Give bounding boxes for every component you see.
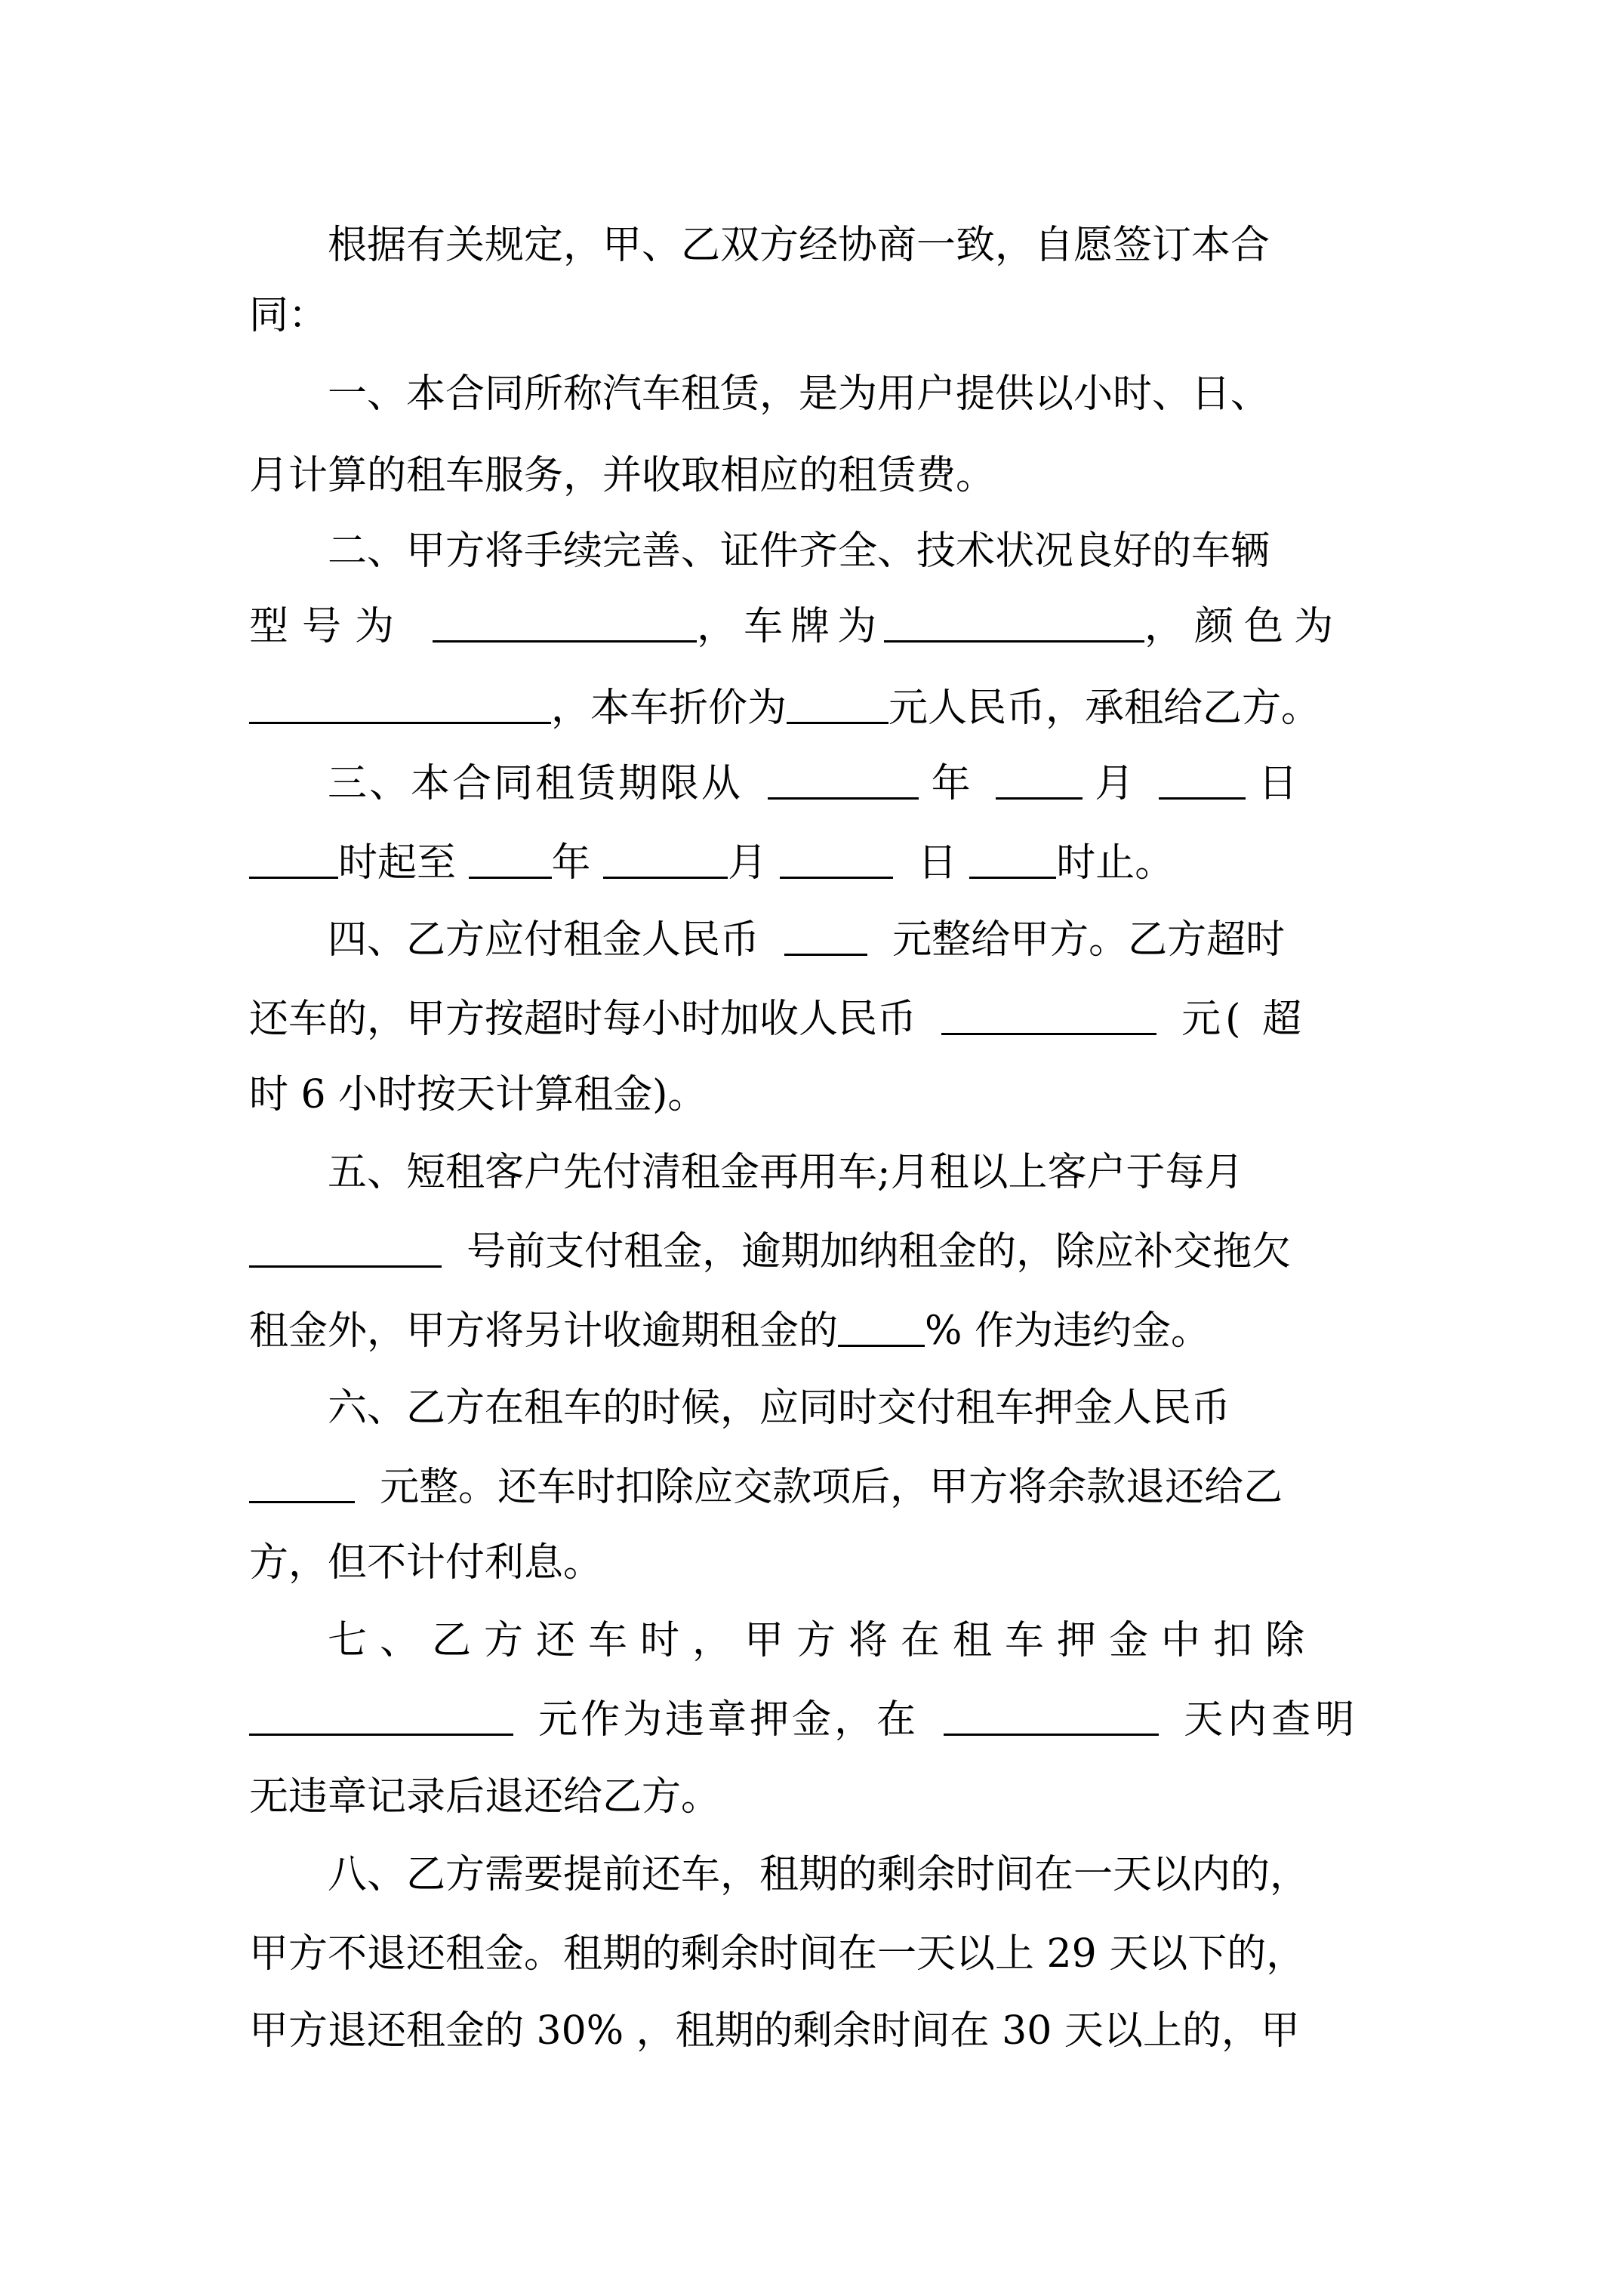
clause-5-line-3: 租金外，甲方将另计收逾期租金的 % 作为违约金。 [249,1301,1381,1361]
price-blank[interactable] [787,680,888,724]
violation-deposit-blank[interactable] [249,1691,513,1736]
clause-6-line-1: 六、乙方在租车的时候，应同时交付租车押金人民币 [328,1385,1231,1431]
clause-7-line-2: 元作为违章押金，在 天内查明 [249,1690,1381,1750]
start-day-blank[interactable] [1159,755,1246,800]
payment-day-blank[interactable] [249,1223,442,1268]
clause-3-line-2: 时起至 年 月 日 时止。 [249,833,1381,893]
clause-2-line-1: 二、甲方将手续完善、证件齐全、技术状况良好的车辆 [328,529,1270,574]
clause-8-line-2: 甲方不退还租金。租期的剩余时间在一天以上 29 天以下的， [249,1931,1306,1977]
penalty-percent-blank[interactable] [838,1302,925,1347]
deposit-amount-blank[interactable] [249,1459,355,1503]
clause-1-line-1: 一、本合同所称汽车租赁，是为用户提供以小时、日、 [328,371,1270,417]
end-month-blank[interactable] [603,834,728,879]
clause-4-line-1: 四、乙方应付租金人民币 元整给甲方。乙方超时 [249,910,1381,970]
clause-3-line-1: 三、本合同租赁期限从 年 月 日 [249,754,1381,814]
end-day-blank[interactable] [780,834,893,879]
rent-amount-blank[interactable] [784,911,867,956]
clause-6-line-3: 方，但不计付利息。 [249,1540,603,1586]
clause-4-line-2: 还车的，甲方按超时每小时加收人民币 元( 超 [249,989,1381,1049]
model-blank[interactable] [433,598,697,643]
plate-blank[interactable] [884,598,1144,643]
overtime-fee-blank[interactable] [941,991,1156,1035]
clause-1-line-2: 月计算的租车服务，并收取相应的租赁费。 [249,453,996,498]
color-blank[interactable] [249,680,551,724]
clause-2-line-3: ，本车折价为 元人民币，承租给乙方。 [249,678,1381,738]
clause-6-line-2: 元整。还车时扣除应交款项后，甲方将余款退还给乙 [249,1457,1381,1518]
start-hour-blank[interactable] [249,834,338,879]
clause-5-line-1: 五、短租客户先付清租金再用车;月租以上客户于每月 [328,1150,1244,1195]
preamble-line-1: 根据有关规定，甲、乙双方经协商一致，自愿签订本合 [328,223,1270,268]
clause-8-line-1: 八、乙方需要提前还车，租期的剩余时间在一天以内的， [328,1852,1310,1897]
start-month-blank[interactable] [996,755,1083,800]
check-days-blank[interactable] [944,1691,1159,1736]
clause-5-line-2: 号前支付租金，逾期加纳租金的，除应补交拖欠 [249,1222,1381,1282]
clause-4-line-3: 时 6 小时按天计算租金)。 [249,1072,707,1117]
end-year-blank[interactable] [469,834,552,879]
clause-7-line-3: 无违章记录后退还给乙方。 [249,1774,721,1820]
end-hour-blank[interactable] [969,834,1056,879]
clause-2-line-2: 型号为 ，车牌为 ，颜色为 [249,596,1381,657]
preamble-line-2: 同： [249,293,328,338]
clause-8-line-3: 甲方退还租金的 30% ，租期的剩余时间在 30 天以上的，甲 [249,2008,1300,2054]
clause-7-line-1: 七、乙方还车时，甲方将在租车押金中扣除 [328,1618,1318,1663]
start-year-blank[interactable] [768,755,919,800]
